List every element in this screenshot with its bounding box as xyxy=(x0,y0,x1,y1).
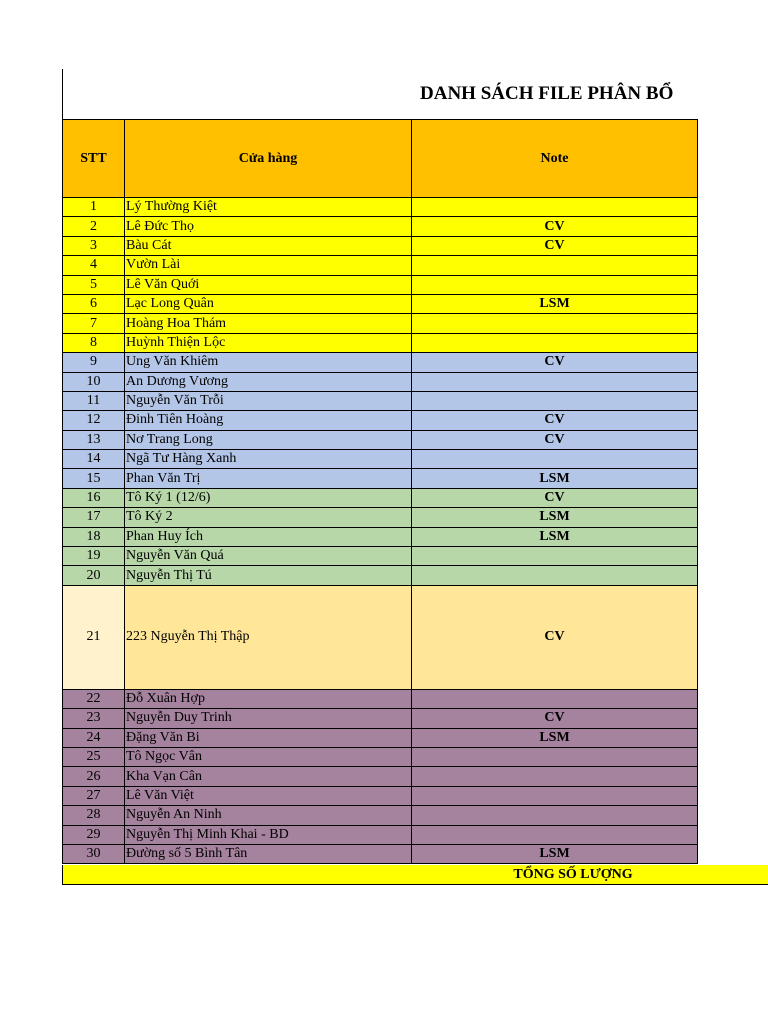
store-cell: Huỳnh Thiện Lộc xyxy=(125,333,412,352)
store-cell: Tô Ký 1 (12/6) xyxy=(125,488,412,507)
stt-cell: 13 xyxy=(63,430,125,449)
stt-cell: 10 xyxy=(63,372,125,391)
note-cell: CV xyxy=(412,411,698,430)
table-row xyxy=(63,430,698,449)
note-cell xyxy=(412,566,698,585)
store-cell: Lạc Long Quân xyxy=(125,294,412,313)
table-row xyxy=(63,411,698,430)
stt-cell: 4 xyxy=(63,256,125,275)
stt-cell: 6 xyxy=(63,294,125,313)
table-row xyxy=(63,709,698,728)
header-stt: STT xyxy=(63,120,125,198)
header-note: Note xyxy=(412,120,698,198)
stt-cell: 3 xyxy=(63,236,125,255)
stt-cell: 27 xyxy=(63,786,125,805)
stt-cell: 21 xyxy=(63,585,125,689)
note-cell xyxy=(412,391,698,410)
table-row xyxy=(63,728,698,747)
store-cell: Đỗ Xuân Hợp xyxy=(125,689,412,708)
store-cell: Lý Thường Kiệt xyxy=(125,198,412,217)
note-cell xyxy=(412,314,698,333)
store-cell: Tô Ngọc Vân xyxy=(125,747,412,766)
note-cell xyxy=(412,198,698,217)
table-row xyxy=(63,527,698,546)
note-cell: CV xyxy=(412,709,698,728)
stt-cell: 8 xyxy=(63,333,125,352)
stt-cell: 24 xyxy=(63,728,125,747)
stt-cell: 1 xyxy=(63,198,125,217)
table-row xyxy=(63,256,698,275)
table-row xyxy=(63,198,698,217)
store-cell: Lê Đức Thọ xyxy=(125,217,412,236)
table-row xyxy=(63,585,698,689)
table-row xyxy=(63,806,698,825)
table-row xyxy=(63,844,698,863)
store-cell: Phan Văn Trị xyxy=(125,469,412,488)
sheet-left-border xyxy=(62,69,63,120)
table-row xyxy=(63,236,698,255)
store-cell: Đường số 5 Bình Tân xyxy=(125,844,412,863)
note-cell xyxy=(412,806,698,825)
table-row xyxy=(63,508,698,527)
store-cell: Nguyễn An Ninh xyxy=(125,806,412,825)
note-cell xyxy=(412,256,698,275)
table-row xyxy=(63,275,698,294)
store-cell: Lê Văn Quới xyxy=(125,275,412,294)
store-cell: Tô Ký 2 xyxy=(125,508,412,527)
note-cell: LSM xyxy=(412,508,698,527)
store-cell: Nguyễn Thị Tú xyxy=(125,566,412,585)
note-cell xyxy=(412,372,698,391)
store-cell: Lê Văn Việt xyxy=(125,786,412,805)
note-cell xyxy=(412,450,698,469)
table-row xyxy=(63,217,698,236)
table-row xyxy=(63,333,698,352)
stt-cell: 18 xyxy=(63,527,125,546)
total-label: TỔNG SỐ LƯỢNG xyxy=(513,867,633,882)
note-cell: LSM xyxy=(412,844,698,863)
note-cell xyxy=(412,275,698,294)
table-row xyxy=(63,547,698,566)
store-table xyxy=(62,119,698,864)
stt-cell: 12 xyxy=(63,411,125,430)
table-row xyxy=(63,391,698,410)
page-title: DANH SÁCH FILE PHÂN BỔ xyxy=(420,83,674,104)
stt-cell: 23 xyxy=(63,709,125,728)
store-cell: Vườn Lài xyxy=(125,256,412,275)
note-cell: LSM xyxy=(412,728,698,747)
store-cell: Ngã Tư Hàng Xanh xyxy=(125,450,412,469)
stt-cell: 20 xyxy=(63,566,125,585)
note-cell: CV xyxy=(412,585,698,689)
store-cell: Nguyễn Thị Minh Khai - BD xyxy=(125,825,412,844)
note-cell: CV xyxy=(412,430,698,449)
note-cell xyxy=(412,547,698,566)
stt-cell: 19 xyxy=(63,547,125,566)
note-cell: LSM xyxy=(412,469,698,488)
store-cell: Bàu Cát xyxy=(125,236,412,255)
table-row xyxy=(63,747,698,766)
note-cell xyxy=(412,767,698,786)
store-cell: 223 Nguyễn Thị Thập xyxy=(125,585,412,689)
stt-cell: 22 xyxy=(63,689,125,708)
stt-cell: 5 xyxy=(63,275,125,294)
store-cell: Nguyễn Văn Trỗi xyxy=(125,391,412,410)
table-row xyxy=(63,469,698,488)
store-cell: Nơ Trang Long xyxy=(125,430,412,449)
note-cell xyxy=(412,747,698,766)
note-cell xyxy=(412,786,698,805)
note-cell: CV xyxy=(412,217,698,236)
store-cell: Đinh Tiên Hoàng xyxy=(125,411,412,430)
note-cell: LSM xyxy=(412,527,698,546)
note-cell xyxy=(412,825,698,844)
note-cell xyxy=(412,333,698,352)
stt-cell: 11 xyxy=(63,391,125,410)
store-cell: Đặng Văn Bi xyxy=(125,728,412,747)
stt-cell: 17 xyxy=(63,508,125,527)
store-cell: Ung Văn Khiêm xyxy=(125,353,412,372)
note-cell: CV xyxy=(412,236,698,255)
table-row xyxy=(63,450,698,469)
total-row xyxy=(62,865,768,885)
table-row xyxy=(63,488,698,507)
stt-cell: 2 xyxy=(63,217,125,236)
table-row xyxy=(63,786,698,805)
store-cell: Nguyễn Văn Quá xyxy=(125,547,412,566)
note-cell: LSM xyxy=(412,294,698,313)
table-row xyxy=(63,314,698,333)
stt-cell: 26 xyxy=(63,767,125,786)
stt-cell: 9 xyxy=(63,353,125,372)
stt-cell: 28 xyxy=(63,806,125,825)
stt-cell: 30 xyxy=(63,844,125,863)
note-cell xyxy=(412,689,698,708)
header-store: Cửa hàng xyxy=(125,120,412,198)
stt-cell: 16 xyxy=(63,488,125,507)
store-cell: An Dương Vương xyxy=(125,372,412,391)
table-row xyxy=(63,294,698,313)
stt-cell: 7 xyxy=(63,314,125,333)
note-cell: CV xyxy=(412,353,698,372)
stt-cell: 25 xyxy=(63,747,125,766)
store-cell: Nguyễn Duy Trinh xyxy=(125,709,412,728)
table-row xyxy=(63,767,698,786)
header-row xyxy=(63,120,698,198)
store-cell: Phan Huy Ích xyxy=(125,527,412,546)
store-cell: Kha Vạn Cân xyxy=(125,767,412,786)
table-row xyxy=(63,353,698,372)
table-row xyxy=(63,566,698,585)
table-row xyxy=(63,689,698,708)
table-row xyxy=(63,825,698,844)
stt-cell: 29 xyxy=(63,825,125,844)
stt-cell: 14 xyxy=(63,450,125,469)
stt-cell: 15 xyxy=(63,469,125,488)
note-cell: CV xyxy=(412,488,698,507)
store-cell: Hoàng Hoa Thám xyxy=(125,314,412,333)
table-row xyxy=(63,372,698,391)
